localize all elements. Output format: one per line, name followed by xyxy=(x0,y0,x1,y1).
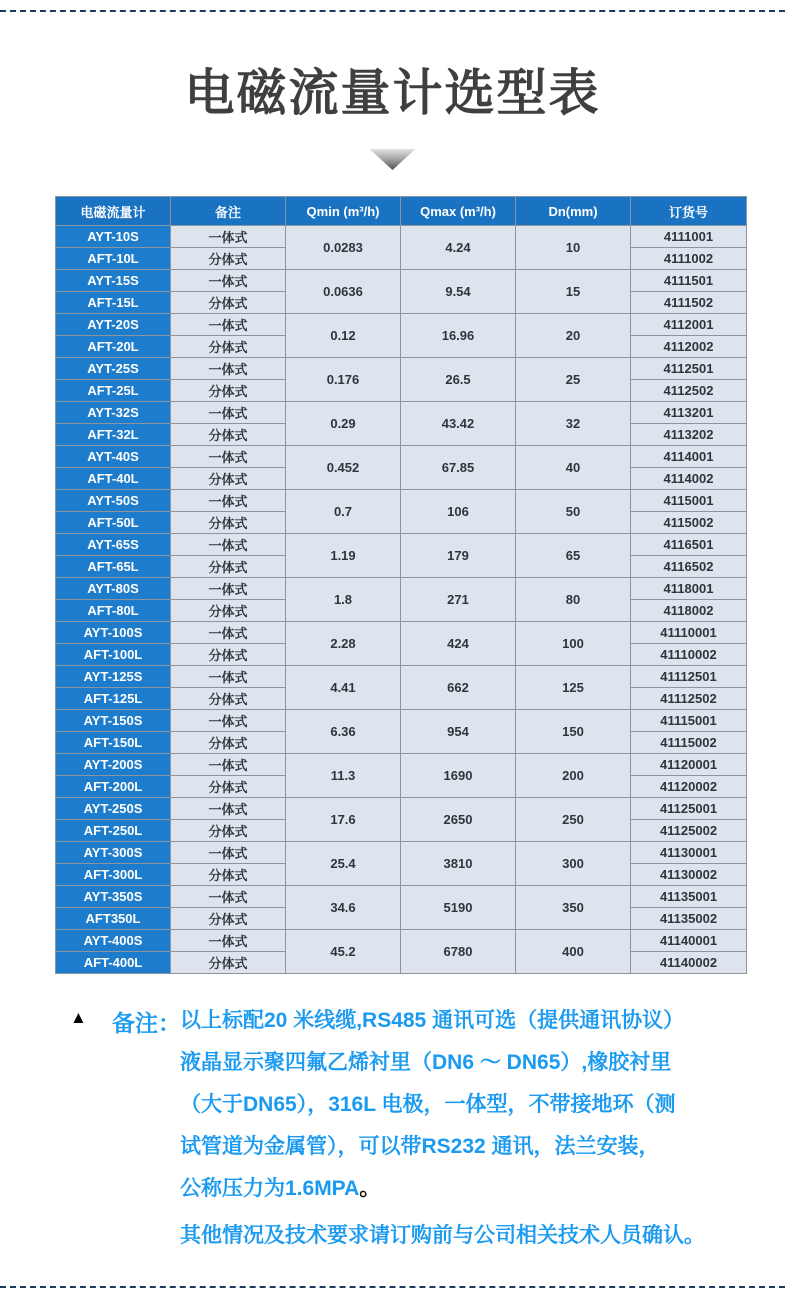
qmax-cell: 6780 xyxy=(401,930,516,974)
dn-cell: 65 xyxy=(516,534,631,578)
note-cell: 一体式 xyxy=(171,754,286,776)
note-cell: 分体式 xyxy=(171,776,286,798)
model-cell: AYT-50S xyxy=(56,490,171,512)
table-row xyxy=(56,578,747,600)
qmax-cell: 4.24 xyxy=(401,226,516,270)
order-no-cell: 41125001 xyxy=(631,798,747,820)
model-cell: AYT-10S xyxy=(56,226,171,248)
model-cell: AYT-200S xyxy=(56,754,171,776)
remark-section xyxy=(0,1000,785,1252)
model-cell: AYT-350S xyxy=(56,886,171,908)
table-row xyxy=(56,226,747,248)
remark-period: 。 xyxy=(359,1177,381,1200)
order-no-cell: 4112502 xyxy=(631,380,747,402)
model-cell: AYT-250S xyxy=(56,798,171,820)
order-no-cell: 4116501 xyxy=(631,534,747,556)
note-cell: 分体式 xyxy=(171,908,286,930)
qmin-cell: 0.176 xyxy=(286,358,401,402)
qmin-cell: 0.7 xyxy=(286,490,401,534)
dn-cell: 10 xyxy=(516,226,631,270)
order-no-cell: 4115001 xyxy=(631,490,747,512)
col-header-qmax: Qmax (m³/h) xyxy=(401,197,516,226)
flowmeter-selection-table xyxy=(55,196,747,974)
remark-line-text: 液晶显示聚四氟乙烯衬里（DN6 ～ DN65）,橡胶衬里 xyxy=(180,1051,672,1074)
dn-cell: 400 xyxy=(516,930,631,974)
qmin-cell: 34.6 xyxy=(286,886,401,930)
col-header-qmin: Qmin (m³/h) xyxy=(286,197,401,226)
table-row xyxy=(56,666,747,688)
order-no-cell: 41135002 xyxy=(631,908,747,930)
qmax-cell: 43.42 xyxy=(401,402,516,446)
bottom-dashed-divider xyxy=(0,1286,785,1288)
model-cell: AYT-400S xyxy=(56,930,171,952)
note-cell: 一体式 xyxy=(171,534,286,556)
model-cell: AFT-125L xyxy=(56,688,171,710)
table-row xyxy=(56,710,747,732)
remark-line-text: 公称压力为1.6MPA xyxy=(180,1177,360,1200)
order-no-cell: 41115001 xyxy=(631,710,747,732)
dn-cell: 20 xyxy=(516,314,631,358)
note-cell: 分体式 xyxy=(171,732,286,754)
qmin-cell: 6.36 xyxy=(286,710,401,754)
note-cell: 分体式 xyxy=(171,424,286,446)
remark-line-text: 以上标配20 米线缆,RS485 通讯可选（提供通讯协议） xyxy=(180,1009,685,1032)
dn-cell: 250 xyxy=(516,798,631,842)
model-cell: AFT-65L xyxy=(56,556,171,578)
order-no-cell: 4114002 xyxy=(631,468,747,490)
order-no-cell: 4114001 xyxy=(631,446,747,468)
model-cell: AFT-400L xyxy=(56,952,171,974)
qmin-cell: 25.4 xyxy=(286,842,401,886)
order-no-cell: 4111001 xyxy=(631,226,747,248)
qmax-cell: 26.5 xyxy=(401,358,516,402)
note-cell: 一体式 xyxy=(171,710,286,732)
flow-table-body xyxy=(56,226,747,974)
note-cell: 一体式 xyxy=(171,446,286,468)
note-cell: 分体式 xyxy=(171,644,286,666)
qmax-cell: 3810 xyxy=(401,842,516,886)
qmin-cell: 0.452 xyxy=(286,446,401,490)
remark-line-text: 试管道为金属管），可以带RS232 通讯，法兰安装， xyxy=(180,1135,660,1158)
order-no-cell: 41110002 xyxy=(631,644,747,666)
qmax-cell: 9.54 xyxy=(401,270,516,314)
note-cell: 一体式 xyxy=(171,798,286,820)
model-cell: AYT-150S xyxy=(56,710,171,732)
table-row xyxy=(56,798,747,820)
dn-cell: 50 xyxy=(516,490,631,534)
qmax-cell: 271 xyxy=(401,578,516,622)
order-no-cell: 41135001 xyxy=(631,886,747,908)
dn-cell: 150 xyxy=(516,710,631,754)
qmin-cell: 2.28 xyxy=(286,622,401,666)
qmax-cell: 179 xyxy=(401,534,516,578)
page-title: 电磁流量计选型表 xyxy=(184,65,601,121)
order-no-cell: 4112001 xyxy=(631,314,747,336)
note-cell: 一体式 xyxy=(171,666,286,688)
model-cell: AYT-20S xyxy=(56,314,171,336)
model-cell: AFT-25L xyxy=(56,380,171,402)
table-row xyxy=(56,622,747,644)
table-row xyxy=(56,886,747,908)
remark-line xyxy=(180,1126,725,1168)
note-cell: 分体式 xyxy=(171,864,286,886)
order-no-cell: 4118002 xyxy=(631,600,747,622)
qmin-cell: 4.41 xyxy=(286,666,401,710)
qmin-cell: 17.6 xyxy=(286,798,401,842)
model-cell: AFT-150L xyxy=(56,732,171,754)
remark-lines xyxy=(180,1000,725,1210)
model-cell: AFT-15L xyxy=(56,292,171,314)
model-cell: AFT-20L xyxy=(56,336,171,358)
triangle-bullet-icon: ▲ xyxy=(70,1008,87,1027)
dn-cell: 200 xyxy=(516,754,631,798)
model-cell: AYT-80S xyxy=(56,578,171,600)
qmax-cell: 5190 xyxy=(401,886,516,930)
dn-cell: 40 xyxy=(516,446,631,490)
order-no-cell: 41140001 xyxy=(631,930,747,952)
note-cell: 分体式 xyxy=(171,468,286,490)
dn-cell: 125 xyxy=(516,666,631,710)
note-cell: 一体式 xyxy=(171,842,286,864)
dn-cell: 100 xyxy=(516,622,631,666)
model-cell: AFT-40L xyxy=(56,468,171,490)
note-cell: 分体式 xyxy=(171,600,286,622)
table-row xyxy=(56,358,747,380)
order-no-cell: 4113202 xyxy=(631,424,747,446)
order-no-cell: 41110001 xyxy=(631,622,747,644)
qmin-cell: 0.0636 xyxy=(286,270,401,314)
remark-line xyxy=(180,1000,725,1042)
qmax-cell: 2650 xyxy=(401,798,516,842)
dn-cell: 350 xyxy=(516,886,631,930)
dn-cell: 15 xyxy=(516,270,631,314)
remark-footer: 其他情况及技术要求请订购前与公司相关技术人员确认。 xyxy=(180,1224,705,1247)
note-cell: 一体式 xyxy=(171,622,286,644)
qmin-cell: 1.8 xyxy=(286,578,401,622)
qmax-cell: 16.96 xyxy=(401,314,516,358)
order-no-cell: 4111501 xyxy=(631,270,747,292)
order-no-cell: 41115002 xyxy=(631,732,747,754)
note-cell: 分体式 xyxy=(171,556,286,578)
dn-cell: 25 xyxy=(516,358,631,402)
table-row xyxy=(56,842,747,864)
order-no-cell: 41112502 xyxy=(631,688,747,710)
model-cell: AFT-300L xyxy=(56,864,171,886)
order-no-cell: 41130002 xyxy=(631,864,747,886)
note-cell: 分体式 xyxy=(171,248,286,270)
order-no-cell: 41130001 xyxy=(631,842,747,864)
model-cell: AFT350L xyxy=(56,908,171,930)
note-cell: 一体式 xyxy=(171,930,286,952)
note-cell: 一体式 xyxy=(171,358,286,380)
col-header-order-no: 订货号 xyxy=(631,197,747,226)
note-cell: 分体式 xyxy=(171,512,286,534)
model-cell: AFT-100L xyxy=(56,644,171,666)
qmin-cell: 0.0283 xyxy=(286,226,401,270)
order-no-cell: 41140002 xyxy=(631,952,747,974)
model-cell: AYT-65S xyxy=(56,534,171,556)
note-cell: 一体式 xyxy=(171,226,286,248)
col-header-dn: Dn(mm) xyxy=(516,197,631,226)
qmax-cell: 67.85 xyxy=(401,446,516,490)
qmax-cell: 662 xyxy=(401,666,516,710)
model-cell: AYT-15S xyxy=(56,270,171,292)
note-cell: 一体式 xyxy=(171,578,286,600)
top-dashed-divider xyxy=(0,10,785,12)
model-cell: AYT-125S xyxy=(56,666,171,688)
model-cell: AFT-200L xyxy=(56,776,171,798)
table-row xyxy=(56,754,747,776)
model-cell: AYT-300S xyxy=(56,842,171,864)
qmin-cell: 11.3 xyxy=(286,754,401,798)
model-cell: AYT-100S xyxy=(56,622,171,644)
remark-line xyxy=(180,1042,725,1084)
model-cell: AYT-32S xyxy=(56,402,171,424)
remark-label: 备注： xyxy=(112,1010,181,1036)
model-cell: AFT-50L xyxy=(56,512,171,534)
table-row xyxy=(56,446,747,468)
remark-line xyxy=(180,1168,725,1210)
note-cell: 一体式 xyxy=(171,490,286,512)
remark-line-text: （大于DN65），316L 电极，一体型，不带接地环（测 xyxy=(180,1093,676,1116)
note-cell: 分体式 xyxy=(171,952,286,974)
qmax-cell: 106 xyxy=(401,490,516,534)
order-no-cell: 4116502 xyxy=(631,556,747,578)
table-row xyxy=(56,270,747,292)
note-cell: 一体式 xyxy=(171,314,286,336)
model-cell: AYT-25S xyxy=(56,358,171,380)
table-row xyxy=(56,534,747,556)
qmin-cell: 1.19 xyxy=(286,534,401,578)
qmax-cell: 424 xyxy=(401,622,516,666)
note-cell: 分体式 xyxy=(171,292,286,314)
model-cell: AFT-250L xyxy=(56,820,171,842)
order-no-cell: 4113201 xyxy=(631,402,747,424)
qmin-cell: 0.29 xyxy=(286,402,401,446)
dn-cell: 300 xyxy=(516,842,631,886)
order-no-cell: 4112501 xyxy=(631,358,747,380)
note-cell: 一体式 xyxy=(171,270,286,292)
order-no-cell: 4112002 xyxy=(631,336,747,358)
order-no-cell: 41112501 xyxy=(631,666,747,688)
qmax-cell: 954 xyxy=(401,710,516,754)
model-cell: AFT-80L xyxy=(56,600,171,622)
order-no-cell: 4118001 xyxy=(631,578,747,600)
table-row xyxy=(56,402,747,424)
order-no-cell: 41120002 xyxy=(631,776,747,798)
model-cell: AFT-10L xyxy=(56,248,171,270)
model-cell: AYT-40S xyxy=(56,446,171,468)
remark-line xyxy=(180,1084,725,1126)
order-no-cell: 4111002 xyxy=(631,248,747,270)
note-cell: 分体式 xyxy=(171,820,286,842)
table-row xyxy=(56,490,747,512)
qmax-cell: 1690 xyxy=(401,754,516,798)
dn-cell: 32 xyxy=(516,402,631,446)
order-no-cell: 4115002 xyxy=(631,512,747,534)
note-cell: 一体式 xyxy=(171,402,286,424)
order-no-cell: 41125002 xyxy=(631,820,747,842)
note-cell: 分体式 xyxy=(171,336,286,358)
note-cell: 分体式 xyxy=(171,688,286,710)
note-cell: 分体式 xyxy=(171,380,286,402)
dn-cell: 80 xyxy=(516,578,631,622)
note-cell: 一体式 xyxy=(171,886,286,908)
table-header-row xyxy=(56,197,747,226)
col-header-model: 电磁流量计 xyxy=(56,197,171,226)
down-arrow-icon xyxy=(370,149,416,170)
table-row xyxy=(56,314,747,336)
order-no-cell: 4111502 xyxy=(631,292,747,314)
qmin-cell: 0.12 xyxy=(286,314,401,358)
qmin-cell: 45.2 xyxy=(286,930,401,974)
col-header-note: 备注 xyxy=(171,197,286,226)
model-cell: AFT-32L xyxy=(56,424,171,446)
order-no-cell: 41120001 xyxy=(631,754,747,776)
table-row xyxy=(56,930,747,952)
